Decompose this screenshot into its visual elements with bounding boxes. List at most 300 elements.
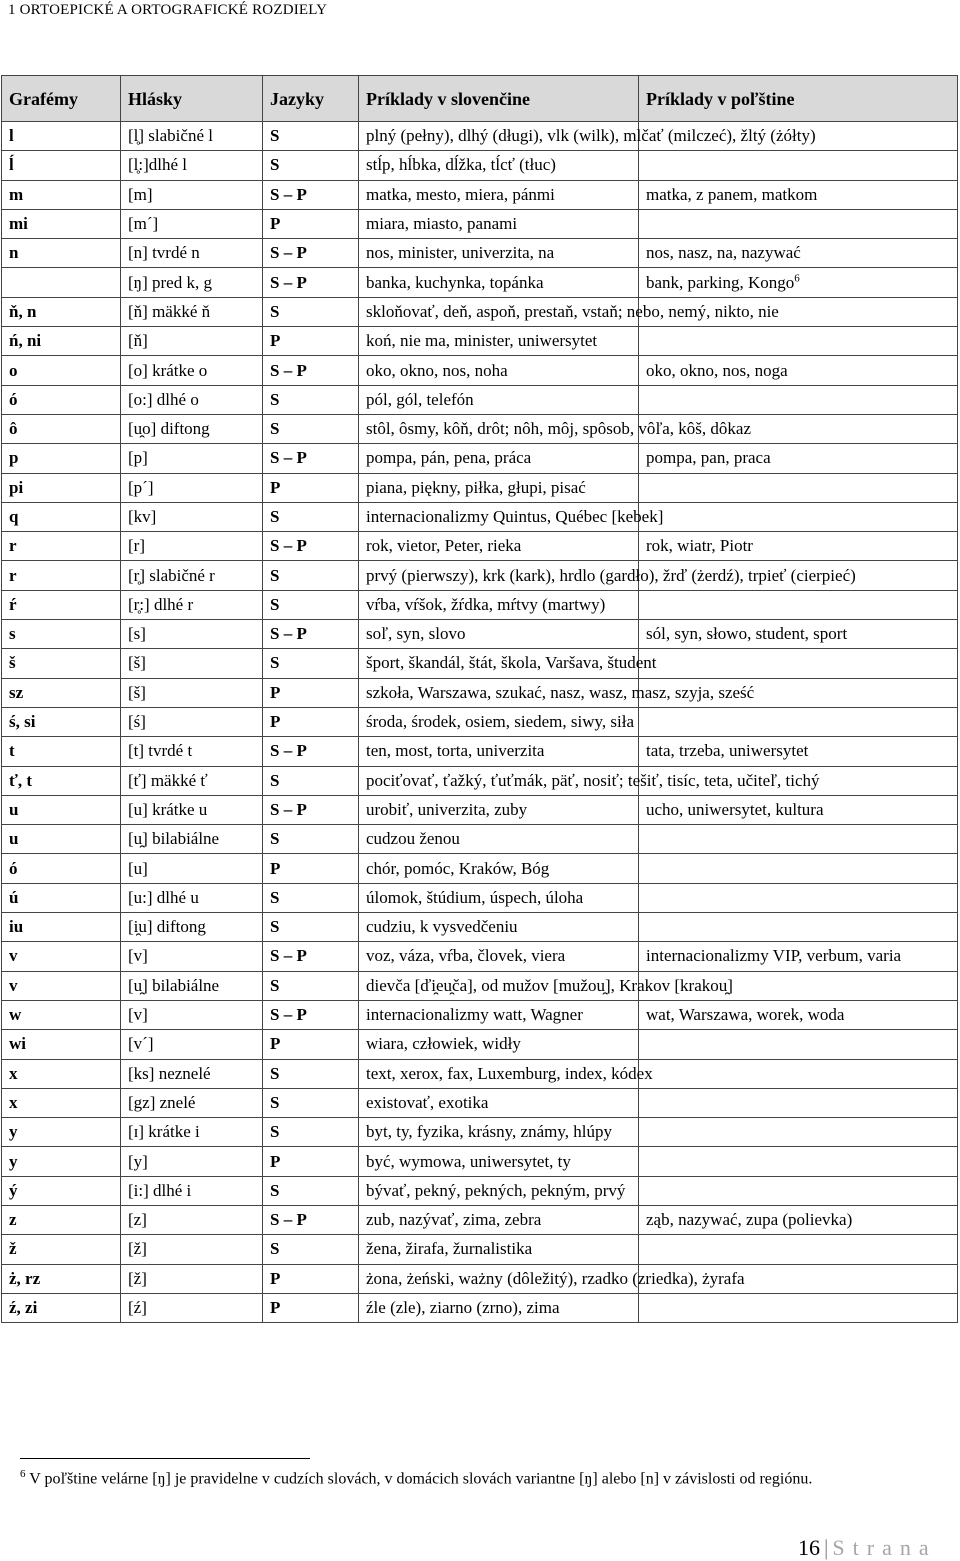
cell-grafemy-text: š: [9, 653, 16, 673]
cell-priklady-pl: [639, 1059, 958, 1088]
table-row: [2, 209, 958, 238]
cell-priklady-sk-text: koń, nie ma, minister, uniwersytet: [366, 331, 598, 351]
cell-grafemy: [2, 385, 121, 414]
table-row: [2, 1088, 958, 1117]
cell-jazyky-text: S – P: [270, 1005, 307, 1025]
cell-grafemy-text: ó: [9, 858, 18, 878]
table-row: [2, 971, 958, 1000]
cell-hlasky-text: [r̥:] dlhé r: [128, 594, 194, 614]
cell-grafemy: [2, 414, 121, 443]
cell-grafemy-text: ý: [9, 1180, 18, 1200]
cell-priklady-sk: [359, 122, 816, 151]
cell-priklady-pl-text: tata, trzeba, uniwersytet: [646, 741, 809, 761]
cell-jazyky: [263, 1030, 359, 1059]
cell-jazyky-text: S – P: [270, 741, 307, 761]
cell-grafemy-text: x: [9, 1063, 18, 1083]
cell-hlasky: [121, 1235, 263, 1264]
cell-grafemy-text: y: [9, 1122, 18, 1142]
table-body: [2, 122, 958, 1323]
cell-priklady-pl: [639, 825, 958, 854]
cell-priklady-sk: [359, 1088, 639, 1117]
cell-priklady-sk-text: cudziu, k vysvedčeniu: [366, 917, 518, 937]
table-row: [2, 297, 958, 326]
table-row: [2, 678, 958, 707]
table-row: [2, 883, 958, 912]
phoneme-table: [1, 75, 958, 1323]
cell-priklady-sk: [359, 239, 639, 268]
cell-priklady-sk: [359, 1030, 639, 1059]
table-row: [2, 356, 958, 385]
cell-jazyky-text: P: [270, 1151, 281, 1171]
cell-hlasky: [121, 1059, 263, 1088]
cell-hlasky-text: [u̯] bilabiálne: [128, 975, 220, 995]
cell-jazyky-text: S: [270, 155, 280, 175]
cell-priklady-sk-text: stĺp, hĺbka, dĺžka, tĺcť (tłuc): [366, 155, 556, 175]
cell-grafemy: [2, 1235, 121, 1264]
cell-hlasky-text: [r]: [128, 536, 145, 556]
cell-priklady-pl-text: internacionalizmy VIP, verbum, varia: [646, 946, 902, 966]
cell-jazyky-text: S: [270, 1122, 280, 1142]
column-header-priklady-sk: Príklady v slovenčine: [359, 76, 639, 122]
cell-hlasky-text: [ň] mäkké ň: [128, 301, 211, 321]
cell-grafemy: [2, 268, 121, 297]
cell-grafemy: [2, 825, 121, 854]
cell-priklady-sk-text: pól, gól, telefón: [366, 389, 474, 409]
cell-grafemy: [2, 180, 121, 209]
cell-jazyky: [263, 1176, 359, 1205]
cell-priklady-pl: [639, 1147, 958, 1176]
cell-grafemy: [2, 971, 121, 1000]
cell-grafemy-text: s: [9, 624, 16, 644]
cell-priklady-sk-text: szkoła, Warszawa, szukać, nasz, wasz, masz, szyja, sześć: [366, 682, 755, 702]
cell-hlasky: [121, 268, 263, 297]
cell-hlasky-text: [i̯u] diftong: [128, 917, 206, 937]
cell-grafemy: [2, 327, 121, 356]
cell-grafemy-text: ň, n: [9, 301, 37, 321]
cell-priklady-sk: [359, 1147, 639, 1176]
cell-jazyky: [263, 1147, 359, 1176]
cell-hlasky: [121, 649, 263, 678]
cell-priklady-pl: [639, 620, 958, 649]
table-row: [2, 180, 958, 209]
cell-jazyky-text: S: [270, 594, 280, 614]
cell-grafemy: [2, 356, 121, 385]
cell-priklady-pl: [639, 1293, 958, 1322]
cell-hlasky-text: [r̥] slabičné r: [128, 565, 215, 585]
cell-hlasky: [121, 297, 263, 326]
cell-priklady-sk: [359, 414, 751, 443]
cell-jazyky: [263, 356, 359, 385]
cell-priklady-sk: [359, 1176, 639, 1205]
cell-priklady-sk: [359, 1293, 639, 1322]
cell-jazyky-text: S: [270, 770, 280, 790]
cell-jazyky-text: S – P: [270, 799, 307, 819]
cell-priklady-sk: [359, 766, 820, 795]
page-separator: |: [824, 1535, 829, 1560]
cell-hlasky-text: [u] krátke u: [128, 799, 208, 819]
cell-jazyky: [263, 444, 359, 473]
cell-priklady-pl: [639, 209, 958, 238]
cell-hlasky: [121, 444, 263, 473]
cell-jazyky: [263, 209, 359, 238]
table-row: [2, 913, 958, 942]
cell-hlasky: [121, 971, 263, 1000]
table-row: [2, 385, 958, 414]
cell-hlasky-text: [ɪ] krátke i: [128, 1122, 200, 1142]
cell-hlasky: [121, 209, 263, 238]
cell-priklady-sk: [359, 180, 639, 209]
cell-jazyky: [263, 971, 359, 1000]
cell-priklady-sk: [359, 649, 657, 678]
cell-priklady-pl: [639, 1118, 958, 1147]
cell-jazyky: [263, 766, 359, 795]
cell-grafemy-text: y: [9, 1151, 18, 1171]
cell-priklady-sk: [359, 737, 639, 766]
cell-jazyky: [263, 1118, 359, 1147]
table-row: [2, 239, 958, 268]
cell-priklady-pl: [639, 356, 958, 385]
cell-grafemy-text: r: [9, 536, 17, 556]
cell-priklady-pl-text: matka, z panem, matkom: [646, 184, 818, 204]
cell-hlasky-text: [o:] dlhé o: [128, 389, 199, 409]
cell-priklady-sk-text: piana, piękny, piłka, głupi, pisać: [366, 477, 586, 497]
cell-priklady-pl: [639, 913, 958, 942]
cell-jazyky: [263, 297, 359, 326]
cell-grafemy-text: ĺ: [9, 155, 14, 175]
cell-priklady-pl: [639, 151, 958, 180]
cell-grafemy-text: ť, t: [9, 770, 33, 790]
cell-grafemy-text: mi: [9, 214, 28, 234]
cell-hlasky: [121, 795, 263, 824]
cell-priklady-sk-text: vŕba, vŕšok, žŕdka, mŕtvy (martwy): [366, 594, 606, 614]
cell-priklady-sk: [359, 1000, 639, 1029]
cell-grafemy-text: m: [9, 184, 24, 204]
cell-priklady-pl: [639, 1205, 958, 1234]
cell-grafemy: [2, 151, 121, 180]
table-row: [2, 561, 958, 590]
cell-jazyky-text: S: [270, 975, 280, 995]
cell-jazyky-text: P: [270, 1034, 281, 1054]
cell-priklady-pl: [639, 795, 958, 824]
cell-grafemy: [2, 239, 121, 268]
cell-jazyky-text: S – P: [270, 448, 307, 468]
cell-priklady-sk-text: ten, most, torta, univerzita: [366, 741, 545, 761]
cell-hlasky: [121, 1030, 263, 1059]
cell-jazyky: [263, 122, 359, 151]
cell-jazyky-text: S – P: [270, 272, 307, 292]
cell-hlasky: [121, 766, 263, 795]
cell-grafemy: [2, 532, 121, 561]
cell-jazyky: [263, 590, 359, 619]
cell-jazyky-text: S: [270, 126, 280, 146]
cell-grafemy: [2, 737, 121, 766]
cell-hlasky-text: [l̥:]dlhé l: [128, 155, 188, 175]
cell-priklady-sk-text: bývať, pekný, pekných, pekným, prvý: [366, 1180, 626, 1200]
cell-priklady-pl: [639, 385, 958, 414]
cell-hlasky: [121, 1088, 263, 1117]
cell-priklady-sk-text: plný (pełny), dlhý (długi), vlk (wilk), mlčať (milczeć), žltý (żółty): [366, 126, 816, 146]
cell-jazyky: [263, 1088, 359, 1117]
cell-grafemy-text: v: [9, 946, 18, 966]
cell-grafemy: [2, 883, 121, 912]
cell-jazyky-text: P: [270, 1268, 281, 1288]
cell-hlasky: [121, 678, 263, 707]
cell-hlasky-text: [z]: [128, 1210, 147, 1230]
cell-hlasky: [121, 590, 263, 619]
cell-priklady-sk-text: środa, środek, osiem, siedem, siwy, siła: [366, 712, 635, 732]
cell-hlasky-text: [ť] mäkké ť: [128, 770, 208, 790]
cell-hlasky-text: [u̯o] diftong: [128, 419, 210, 439]
cell-jazyky-text: S: [270, 917, 280, 937]
cell-jazyky: [263, 825, 359, 854]
table-row: [2, 1030, 958, 1059]
cell-grafemy-text: ń, ni: [9, 331, 42, 351]
cell-jazyky-text: S: [270, 301, 280, 321]
cell-priklady-sk: [359, 532, 639, 561]
cell-hlasky-text: [š]: [128, 653, 146, 673]
cell-hlasky: [121, 385, 263, 414]
cell-jazyky: [263, 327, 359, 356]
cell-grafemy-text: u: [9, 799, 19, 819]
cell-priklady-sk-text: skloňovať, deň, aspoň, prestaň, vstaň; nebo, nemý, nikto, nie: [366, 301, 779, 321]
cell-hlasky-text: [p]: [128, 448, 148, 468]
cell-priklady-sk-text: urobiť, univerzita, zuby: [366, 799, 528, 819]
cell-jazyky-text: P: [270, 477, 281, 497]
cell-grafemy: [2, 942, 121, 971]
cell-grafemy-text: q: [9, 507, 19, 526]
cell-jazyky: [263, 561, 359, 590]
cell-grafemy-text: ź, zi: [9, 1298, 38, 1318]
cell-jazyky: [263, 913, 359, 942]
cell-grafemy: [2, 502, 121, 531]
cell-priklady-sk-text: zub, nazývať, zima, zebra: [366, 1210, 542, 1230]
cell-priklady-sk: [359, 1235, 639, 1264]
cell-priklady-sk-text: pompa, pán, pena, práca: [366, 448, 532, 468]
cell-hlasky-text: [l̥] slabičné l: [128, 126, 213, 146]
cell-priklady-pl: [639, 707, 958, 736]
table-row: [2, 649, 958, 678]
cell-hlasky: [121, 737, 263, 766]
cell-jazyky-text: P: [270, 214, 281, 234]
cell-grafemy-text: sz: [9, 682, 24, 702]
cell-grafemy-text: n: [9, 243, 19, 263]
cell-priklady-sk: [359, 590, 639, 619]
cell-jazyky-text: S: [270, 1239, 280, 1259]
cell-priklady-pl: [639, 532, 958, 561]
table-row: [2, 1000, 958, 1029]
cell-hlasky-text: [u]: [128, 858, 148, 878]
cell-jazyky: [263, 649, 359, 678]
cell-jazyky: [263, 268, 359, 297]
table-row: [2, 1205, 958, 1234]
cell-hlasky: [121, 502, 263, 531]
cell-hlasky: [121, 1176, 263, 1205]
table-row: [2, 1176, 958, 1205]
table-row: [2, 1118, 958, 1147]
cell-priklady-pl-text: wat, Warszawa, worek, woda: [646, 1005, 845, 1025]
cell-priklady-sk-text: soľ, syn, slovo: [366, 624, 466, 644]
table-row: [2, 766, 958, 795]
cell-priklady-pl: [639, 473, 958, 502]
cell-priklady-sk: [359, 209, 639, 238]
cell-hlasky: [121, 942, 263, 971]
table-row: [2, 825, 958, 854]
cell-jazyky-text: P: [270, 1298, 281, 1318]
page-header: 1 ORTOEPICKÉ A ORTOGRAFICKÉ ROZDIELY: [8, 2, 328, 18]
cell-jazyky-text: S: [270, 565, 280, 585]
cell-hlasky: [121, 620, 263, 649]
cell-jazyky-text: S: [270, 507, 280, 526]
table-row: [2, 795, 958, 824]
table-row: [2, 1293, 958, 1322]
cell-hlasky: [121, 1264, 263, 1293]
cell-hlasky-text: [o] krátke o: [128, 360, 208, 380]
cell-jazyky-text: S: [270, 653, 280, 673]
page-label: Strana: [832, 1535, 937, 1560]
cell-hlasky-text: [p´]: [128, 477, 154, 497]
footnote-rule: [20, 1458, 310, 1459]
cell-priklady-sk: [359, 795, 639, 824]
footnote-number: 6: [20, 1468, 26, 1480]
cell-grafemy: [2, 913, 121, 942]
cell-priklady-sk-text: internacionalizmy watt, Wagner: [366, 1005, 583, 1025]
table-row: [2, 444, 958, 473]
table-row: [2, 620, 958, 649]
cell-priklady-sk: [359, 473, 639, 502]
footnote-text: V poľštine velárne [ŋ] je pravidelne v cudzích slovách, v domácich slovách variantne [ŋ] alebo [n] v závislosti od regiónu.: [29, 1470, 813, 1488]
cell-priklady-sk-text: úlomok, štúdium, úspech, úloha: [366, 887, 584, 907]
cell-hlasky: [121, 151, 263, 180]
cell-grafemy: [2, 854, 121, 883]
cell-grafemy-text: w: [9, 1005, 22, 1025]
cell-jazyky-text: S – P: [270, 946, 307, 966]
cell-hlasky-text: [m´]: [128, 214, 159, 234]
cell-grafemy: [2, 122, 121, 151]
table-row: [2, 1235, 958, 1264]
cell-hlasky-text: [ž]: [128, 1268, 147, 1288]
cell-grafemy-text: r: [9, 565, 17, 585]
cell-priklady-sk: [359, 1264, 745, 1293]
cell-priklady-sk: [359, 356, 639, 385]
table-row: [2, 473, 958, 502]
cell-grafemy: [2, 444, 121, 473]
cell-hlasky-text: [ŋ] pred k, g: [128, 272, 212, 292]
cell-hlasky-text: [š]: [128, 682, 146, 702]
table-row: [2, 414, 958, 443]
cell-priklady-sk-text: byt, ty, fyzika, krásny, známy, hlúpy: [366, 1122, 612, 1142]
cell-grafemy-text: wi: [9, 1034, 26, 1054]
cell-priklady-sk: [359, 678, 755, 707]
cell-hlasky: [121, 883, 263, 912]
cell-priklady-pl: [639, 1000, 958, 1029]
cell-priklady-sk-text: internacionalizmy Quintus, Québec [kebek]: [366, 507, 664, 526]
cell-priklady-sk-text: existovať, exotika: [366, 1092, 489, 1112]
footnote: [20, 1468, 812, 1488]
cell-grafemy-text: v: [9, 975, 18, 995]
cell-hlasky-text: [ž]: [128, 1239, 147, 1259]
cell-grafemy: [2, 620, 121, 649]
cell-priklady-sk-text: źle (zle), ziarno (zrno), zima: [366, 1298, 560, 1318]
cell-priklady-sk: [359, 620, 639, 649]
table-row: [2, 327, 958, 356]
cell-grafemy: [2, 1205, 121, 1234]
cell-priklady-pl: [639, 268, 958, 297]
cell-priklady-sk-text: rok, vietor, Peter, rieka: [366, 536, 522, 556]
cell-priklady-sk: [359, 327, 639, 356]
cell-jazyky-text: S: [270, 887, 280, 907]
cell-priklady-pl: [639, 444, 958, 473]
cell-hlasky: [121, 532, 263, 561]
cell-hlasky-text: [m]: [128, 184, 153, 204]
cell-jazyky-text: S – P: [270, 1210, 307, 1230]
cell-hlasky: [121, 473, 263, 502]
cell-priklady-sk-text: text, xerox, fax, Luxemburg, index, kódex: [366, 1063, 653, 1083]
cell-jazyky: [263, 385, 359, 414]
cell-priklady-pl-text: ząb, nazywać, zupa (polievka): [646, 1210, 853, 1230]
cell-grafemy: [2, 1118, 121, 1147]
cell-hlasky: [121, 239, 263, 268]
cell-priklady-sk-text: wiara, człowiek, widły: [366, 1034, 521, 1054]
cell-grafemy: [2, 649, 121, 678]
cell-priklady-pl-text: ucho, uniwersytet, kultura: [646, 799, 824, 819]
cell-priklady-sk: [359, 825, 639, 854]
cell-jazyky: [263, 414, 359, 443]
cell-priklady-sk: [359, 883, 639, 912]
cell-priklady-sk-text: šport, škandál, štát, škola, Varšava, študent: [366, 653, 657, 673]
table-row: [2, 532, 958, 561]
cell-jazyky-text: S: [270, 1092, 280, 1112]
column-header-hlasky: Hlásky: [121, 76, 263, 122]
cell-hlasky: [121, 1147, 263, 1176]
cell-priklady-pl: [639, 737, 958, 766]
column-header-jazyky: Jazyky: [263, 76, 359, 122]
cell-priklady-sk: [359, 1059, 653, 1088]
cell-jazyky-text: P: [270, 331, 281, 351]
cell-jazyky: [263, 1059, 359, 1088]
cell-hlasky: [121, 561, 263, 590]
cell-hlasky-text: [v]: [128, 1005, 148, 1025]
cell-hlasky-text: [kv]: [128, 507, 157, 526]
table-row: [2, 707, 958, 736]
cell-grafemy: [2, 209, 121, 238]
column-header-grafemy: Grafémy: [2, 76, 121, 122]
cell-grafemy-text: ŕ: [9, 594, 17, 614]
cell-priklady-sk: [359, 854, 639, 883]
cell-jazyky-text: S – P: [270, 624, 307, 644]
cell-priklady-pl: [639, 1088, 958, 1117]
cell-hlasky-text: [gz] znelé: [128, 1092, 196, 1112]
cell-grafemy: [2, 473, 121, 502]
table-header-row: [2, 76, 958, 122]
cell-grafemy-text: u: [9, 829, 19, 849]
cell-jazyky: [263, 239, 359, 268]
cell-priklady-sk-text: miara, miasto, panami: [366, 214, 518, 234]
cell-jazyky-text: S: [270, 829, 280, 849]
cell-priklady-pl-text: oko, okno, nos, noga: [646, 360, 788, 380]
cell-grafemy: [2, 1293, 121, 1322]
table-row: [2, 1059, 958, 1088]
cell-jazyky: [263, 502, 359, 531]
cell-priklady-pl: [639, 649, 958, 678]
cell-grafemy-text: ż, rz: [9, 1268, 41, 1288]
cell-priklady-pl: [639, 180, 958, 209]
cell-hlasky-text: [t] tvrdé t: [128, 741, 193, 761]
cell-hlasky: [121, 1205, 263, 1234]
cell-priklady-pl: [639, 590, 958, 619]
cell-jazyky-text: P: [270, 712, 281, 732]
cell-jazyky: [263, 151, 359, 180]
cell-jazyky: [263, 854, 359, 883]
